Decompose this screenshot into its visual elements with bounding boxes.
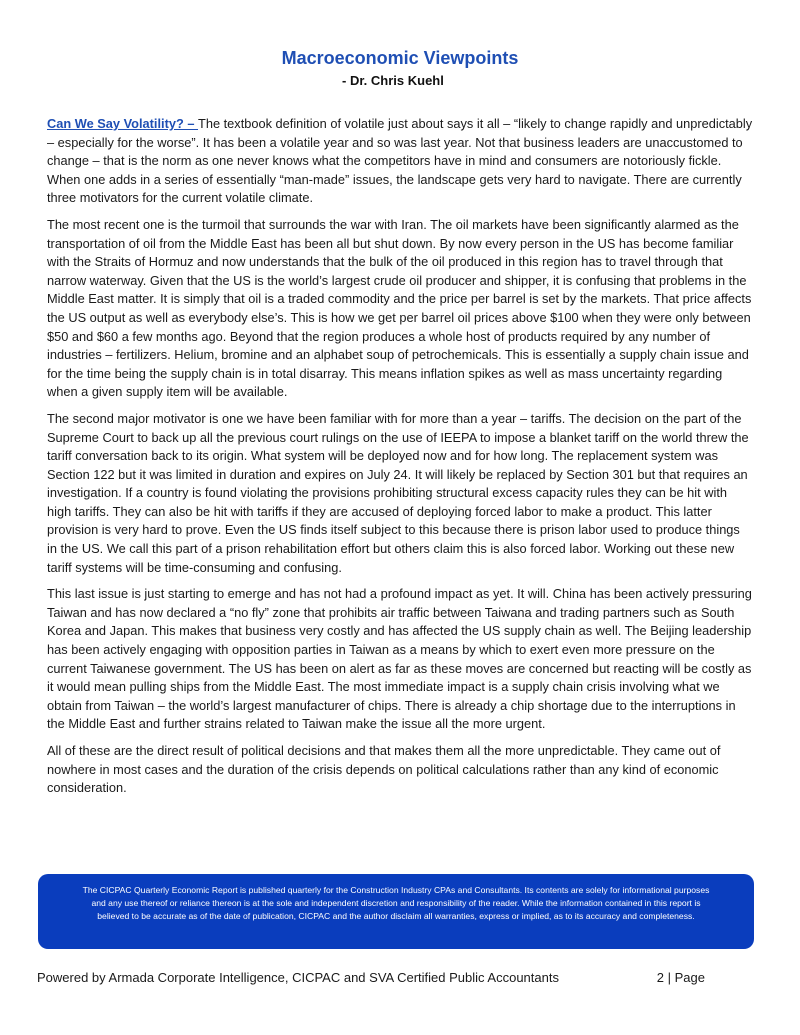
disclaimer-box	[38, 874, 754, 949]
paragraph-text: The textbook definition of volatile just about says it all – “likely to change rapidly and unpredictably – especially for the worse”. It has been a volatile year and so was last year. Not that business leaders are unaccustomed to change – that is the norm as one never knows what the competitors have in mind and consumers are notoriously fickle. When one adds in a series of essentially “man-made” issues, the landscape gets very hard to navigate. There are currently three motivators for the current volatile climate.	[47, 116, 753, 206]
page-title: Macroeconomic Viewpoints	[281, 48, 519, 68]
article-paragraph: The most recent one is the turmoil that surrounds the war with Iran. The oil markets have been significantly alarmed as the transportation of oil from the Middle East has been all but shut down. By now every person in the US has become familiar with the Straits of Hormuz and now understands that the bulk of the oil produced in this region has to travel through that narrow waterway. Given that the US is the world’s largest crude oil producer and shipper, it is confusing that problems in the Middle East matter. It is simply that oil is a traded commodity and the price per barrel is set by the markets. That price affects the US output as well as everybody else’s. This is how we get per barrel oil prices above $100 when they were only between $50 and $60 a few months ago. Beyond that the region produces a whole host of products required by any number of industries – fertilizers. Helium, bromine and an alphabet soup of petrochemicals. This is essentially a supply chain issue and for the time being the supply chain is in total disarray. This means inflation spikes as well as mass uncertainty regarding when a given supply item will be available.	[47, 216, 752, 400]
article-paragraph	[47, 115, 753, 208]
page-number: 2 | Page	[656, 970, 705, 985]
footer-credits: Powered by Armada Corporate Intelligence, CICPAC and SVA Certified Public Accountants	[37, 970, 559, 985]
article-paragraph: The second major motivator is one we have been familiar with for more than a year – tariffs. The decision on the part of the Supreme Court to back up all the previous court rulings on the use of IEEPA to impose a blanket tariff on the world threw the tariff conversation back to its origin. What system will be deployed now and for how long. The replacement system was Section 122 but it was limited in duration and expires on July 24. It will likely be replaced by Section 301 but that requires an investigation. If a country is found violating the provisions prohibiting structural excess capacity rules they can be hit with high tariffs. They can also be hit with tariffs if they are accused of deploying forced labor to make a product. This latter provision is very hard to prove. Even the US finds itself subject to this because there is prison labor used to produce things in the US. We call this part of a prison rehabilitation effort but others claim this is also forced labor. Working out these new tariff systems will be time-consuming and confusing.	[47, 410, 749, 575]
disclaimer-text: The CICPAC Quarterly Economic Report is published quarterly for the Construction Industry CPAs and Consultants. Its contents are solely for informational purposes and any use thereof or reliance thereon is at the sole and independent discretion and responsibility of the reader. While the information contained in this report is believed to be accurate as of the date of publication, CICPAC and the author disclaim all warranties, express or implied, as to its accuracy and completeness.	[82, 885, 710, 921]
article-paragraph: This last issue is just starting to emerge and has not had a profound impact as yet. It will. China has been actively pressuring Taiwan and has now declared a “no fly” zone that prohibits air traffic between Taiwana and trading partners such as South Korea and Japan. This makes that business very costly and has affected the US supply chain as well. The Beijing leadership has been actively engaging with opposition parties in Taiwan as a means by which to exert even more pressure on the current Taiwanese government. The US has been on alert as far as these moves are concerned but reacting will be costly as it would mean pulling ships from the Middle East. The most immediate impact is a supply chain crisis involving what we obtain from Taiwan – the world’s largest manufacturer of chips. There is already a chip shortage due to the interruptions in the Middle East and further strains related to Taiwan make the issue all the more urgent.	[47, 586, 752, 732]
lead-heading-link[interactable]: Can We Say Volatility? –	[47, 116, 199, 131]
author-byline: - Dr. Chris Kuehl	[342, 73, 444, 88]
article-paragraph: All of these are the direct result of political decisions and that makes them all the more unpredictable. They came out of nowhere in most cases and the duration of the crisis depends on political calculations rather than any kind of economic consideration.	[47, 743, 721, 796]
article-body	[47, 115, 753, 806]
